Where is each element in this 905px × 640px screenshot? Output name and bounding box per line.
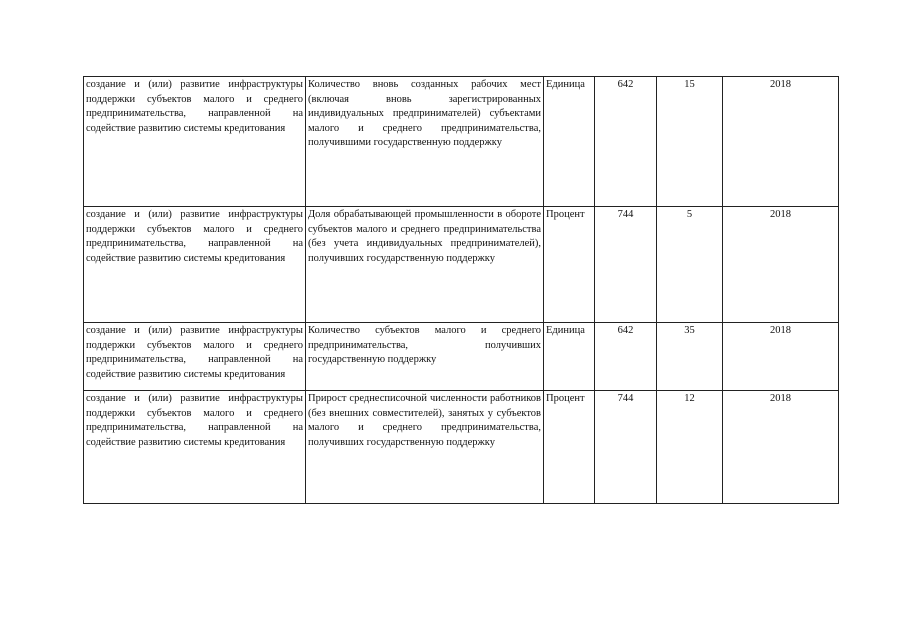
value-cell: 15 bbox=[657, 77, 723, 207]
unit-cell: Единица bbox=[544, 77, 595, 207]
year-cell: 2018 bbox=[723, 77, 839, 207]
table-row bbox=[84, 207, 839, 323]
goal-cell bbox=[84, 323, 306, 391]
goal-text: создание и (или) развитие инфраструктуры поддержки субъектов малого и среднего предпринимательства, направленной на содействие развитию системы кредитования bbox=[86, 393, 303, 448]
indicators-table bbox=[83, 76, 839, 504]
goal-text: создание и (или) развитие инфраструктуры поддержки субъектов малого и среднего предпринимательства, направленной на содействие развитию системы кредитования bbox=[86, 209, 303, 264]
unit-cell: Процент bbox=[544, 391, 595, 504]
unit-cell: Процент bbox=[544, 207, 595, 323]
goal-cell bbox=[84, 391, 306, 504]
value-cell: 12 bbox=[657, 391, 723, 504]
okei-code-cell: 744 bbox=[595, 207, 657, 323]
okei-code-cell: 744 bbox=[595, 391, 657, 504]
year-cell: 2018 bbox=[723, 207, 839, 323]
okei-code-cell: 642 bbox=[595, 323, 657, 391]
year-cell: 2018 bbox=[723, 323, 839, 391]
goal-cell bbox=[84, 207, 306, 323]
indicator-text: Прирост среднесписочной численности работников (без внешних совместителей), занятых у субъектов малого и среднего предпринимательства, получивших государственную поддержку bbox=[308, 393, 541, 448]
indicator-text: Доля обрабатывающей промышленности в обороте субъектов малого и среднего предпринимательства (без учета индивидуальных предпринимателей), получивших государственную поддержку bbox=[308, 209, 541, 264]
indicator-cell bbox=[306, 207, 544, 323]
unit-cell: Единица bbox=[544, 323, 595, 391]
year-cell: 2018 bbox=[723, 391, 839, 504]
indicator-text: Количество субъектов малого и среднего предпринимательства, получивших государственную поддержку bbox=[308, 325, 541, 365]
table-row bbox=[84, 77, 839, 207]
indicator-text: Количество вновь созданных рабочих мест (включая вновь зарегистрированных индивидуальных предпринимателей) субъектами малого и среднего предпринимательства, получившими государственную поддержку bbox=[308, 79, 541, 148]
indicator-cell bbox=[306, 323, 544, 391]
indicator-cell bbox=[306, 77, 544, 207]
table-row bbox=[84, 391, 839, 504]
table-row bbox=[84, 323, 839, 391]
indicator-cell bbox=[306, 391, 544, 504]
goal-cell bbox=[84, 77, 306, 207]
value-cell: 5 bbox=[657, 207, 723, 323]
value-cell: 35 bbox=[657, 323, 723, 391]
goal-text: создание и (или) развитие инфраструктуры поддержки субъектов малого и среднего предпринимательства, направленной на содействие развитию системы кредитования bbox=[86, 79, 303, 134]
goal-text: создание и (или) развитие инфраструктуры поддержки субъектов малого и среднего предпринимательства, направленной на содействие развитию системы кредитования bbox=[86, 325, 303, 380]
okei-code-cell: 642 bbox=[595, 77, 657, 207]
